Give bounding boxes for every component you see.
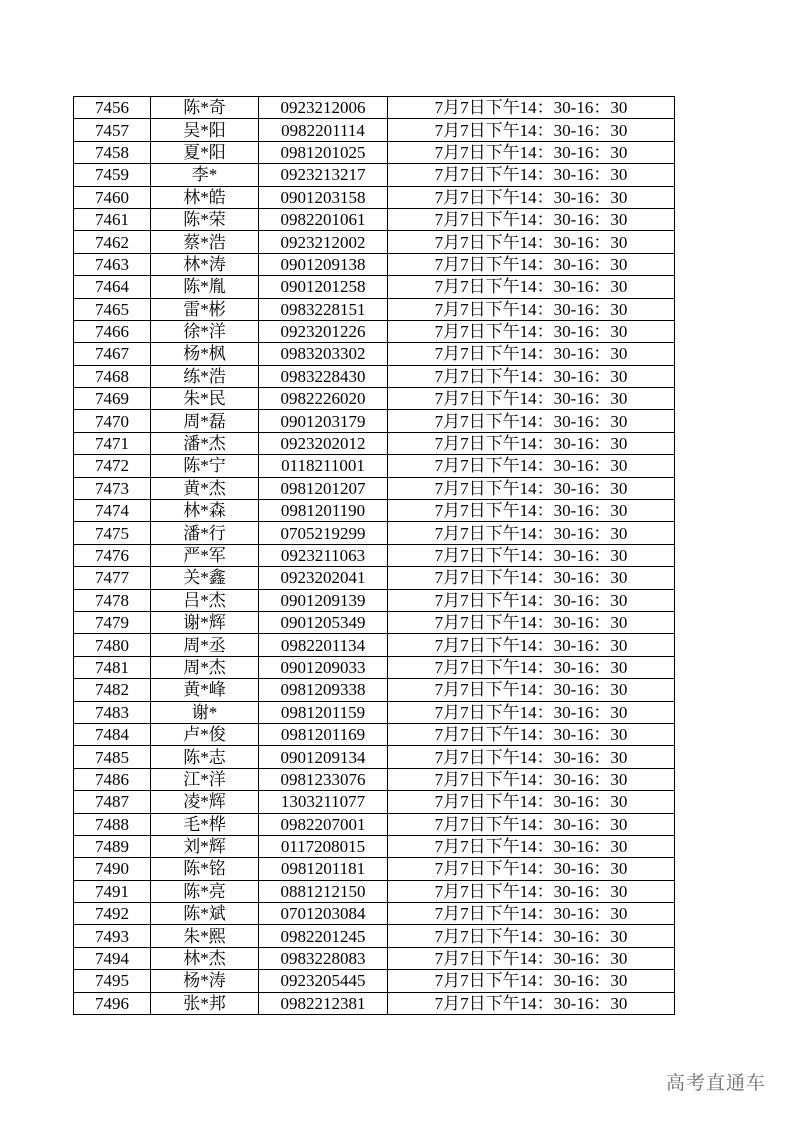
cell-seq-number: 7472 (74, 455, 151, 477)
cell-id-number: 0901209134 (259, 746, 388, 768)
cell-seq-number: 7486 (74, 768, 151, 790)
cell-seq-number: 7473 (74, 477, 151, 499)
table-row (74, 947, 675, 969)
cell-schedule-time: 7月7日下午14：30-16：30 (388, 97, 675, 119)
table-row (74, 746, 675, 768)
cell-id-number: 0982201245 (259, 925, 388, 947)
cell-seq-number: 7474 (74, 500, 151, 522)
cell-seq-number: 7463 (74, 253, 151, 275)
cell-seq-number: 7470 (74, 410, 151, 432)
cell-id-number: 0923213217 (259, 164, 388, 186)
cell-schedule-time: 7月7日下午14：30-16：30 (388, 611, 675, 633)
cell-schedule-time: 7月7日下午14：30-16：30 (388, 141, 675, 163)
cell-id-number: 0923202012 (259, 432, 388, 454)
cell-schedule-time: 7月7日下午14：30-16：30 (388, 947, 675, 969)
cell-schedule-time: 7月7日下午14：30-16：30 (388, 701, 675, 723)
cell-id-number: 0983228151 (259, 298, 388, 320)
cell-schedule-time: 7月7日下午14：30-16：30 (388, 365, 675, 387)
table-row (74, 858, 675, 880)
cell-name: 周*杰 (151, 656, 259, 678)
cell-seq-number: 7487 (74, 791, 151, 813)
table-row (74, 455, 675, 477)
cell-seq-number: 7465 (74, 298, 151, 320)
cell-schedule-time: 7月7日下午14：30-16：30 (388, 925, 675, 947)
cell-name: 蔡*浩 (151, 231, 259, 253)
cell-name: 周*磊 (151, 410, 259, 432)
cell-id-number: 0901203179 (259, 410, 388, 432)
table-row (74, 768, 675, 790)
table-row (74, 477, 675, 499)
cell-seq-number: 7478 (74, 589, 151, 611)
cell-name: 林*皓 (151, 186, 259, 208)
cell-seq-number: 7481 (74, 656, 151, 678)
cell-seq-number: 7464 (74, 276, 151, 298)
cell-seq-number: 7494 (74, 947, 151, 969)
cell-id-number: 0705219299 (259, 522, 388, 544)
cell-schedule-time: 7月7日下午14：30-16：30 (388, 119, 675, 141)
cell-name: 林*森 (151, 500, 259, 522)
cell-seq-number: 7480 (74, 634, 151, 656)
cell-id-number: 0923201226 (259, 320, 388, 342)
cell-name: 黄*峰 (151, 679, 259, 701)
cell-schedule-time: 7月7日下午14：30-16：30 (388, 992, 675, 1014)
table-row (74, 164, 675, 186)
cell-name: 潘*杰 (151, 432, 259, 454)
cell-schedule-time: 7月7日下午14：30-16：30 (388, 186, 675, 208)
cell-name: 凌*辉 (151, 791, 259, 813)
table-row (74, 970, 675, 992)
cell-schedule-time: 7月7日下午14：30-16：30 (388, 276, 675, 298)
cell-id-number: 0981233076 (259, 768, 388, 790)
cell-id-number: 0923205445 (259, 970, 388, 992)
cell-name: 吕*杰 (151, 589, 259, 611)
cell-seq-number: 7483 (74, 701, 151, 723)
cell-seq-number: 7477 (74, 567, 151, 589)
cell-seq-number: 7475 (74, 522, 151, 544)
cell-seq-number: 7469 (74, 388, 151, 410)
cell-name: 黄*杰 (151, 477, 259, 499)
cell-name: 雷*彬 (151, 298, 259, 320)
table-row (74, 276, 675, 298)
cell-id-number: 0923211063 (259, 544, 388, 566)
cell-id-number: 0983228083 (259, 947, 388, 969)
cell-id-number: 0981201181 (259, 858, 388, 880)
cell-name: 练*浩 (151, 365, 259, 387)
cell-id-number: 0983203302 (259, 343, 388, 365)
cell-schedule-time: 7月7日下午14：30-16：30 (388, 835, 675, 857)
cell-id-number: 0901209138 (259, 253, 388, 275)
cell-id-number: 0923202041 (259, 567, 388, 589)
cell-name: 吴*阳 (151, 119, 259, 141)
table-row (74, 522, 675, 544)
cell-id-number: 0981201159 (259, 701, 388, 723)
cell-schedule-time: 7月7日下午14：30-16：30 (388, 522, 675, 544)
cell-seq-number: 7460 (74, 186, 151, 208)
cell-schedule-time: 7月7日下午14：30-16：30 (388, 432, 675, 454)
cell-schedule-time: 7月7日下午14：30-16：30 (388, 208, 675, 230)
cell-seq-number: 7471 (74, 432, 151, 454)
cell-id-number: 0982212381 (259, 992, 388, 1014)
table-row (74, 903, 675, 925)
cell-id-number: 0981209338 (259, 679, 388, 701)
cell-schedule-time: 7月7日下午14：30-16：30 (388, 298, 675, 320)
cell-name: 卢*俊 (151, 723, 259, 745)
table-row (74, 679, 675, 701)
cell-id-number: 0981201169 (259, 723, 388, 745)
cell-schedule-time: 7月7日下午14：30-16：30 (388, 679, 675, 701)
cell-schedule-time: 7月7日下午14：30-16：30 (388, 410, 675, 432)
cell-name: 陈*斌 (151, 903, 259, 925)
cell-id-number: 0982207001 (259, 813, 388, 835)
cell-seq-number: 7490 (74, 858, 151, 880)
cell-name: 张*邦 (151, 992, 259, 1014)
cell-schedule-time: 7月7日下午14：30-16：30 (388, 500, 675, 522)
cell-schedule-time: 7月7日下午14：30-16：30 (388, 768, 675, 790)
table-row (74, 141, 675, 163)
cell-seq-number: 7468 (74, 365, 151, 387)
cell-schedule-time: 7月7日下午14：30-16：30 (388, 634, 675, 656)
cell-name: 林*涛 (151, 253, 259, 275)
cell-name: 潘*行 (151, 522, 259, 544)
table-row (74, 567, 675, 589)
cell-schedule-time: 7月7日下午14：30-16：30 (388, 253, 675, 275)
cell-name: 林*杰 (151, 947, 259, 969)
cell-seq-number: 7476 (74, 544, 151, 566)
cell-name: 严*军 (151, 544, 259, 566)
table-row (74, 835, 675, 857)
cell-seq-number: 7461 (74, 208, 151, 230)
table-row (74, 701, 675, 723)
table-row (74, 365, 675, 387)
cell-name: 李* (151, 164, 259, 186)
table-row (74, 813, 675, 835)
cell-schedule-time: 7月7日下午14：30-16：30 (388, 746, 675, 768)
cell-id-number: 0923212006 (259, 97, 388, 119)
cell-id-number: 0982226020 (259, 388, 388, 410)
roster-table (73, 96, 675, 1015)
table-row (74, 298, 675, 320)
cell-schedule-time: 7月7日下午14：30-16：30 (388, 656, 675, 678)
cell-seq-number: 7456 (74, 97, 151, 119)
table-row (74, 410, 675, 432)
cell-name: 夏*阳 (151, 141, 259, 163)
cell-seq-number: 7485 (74, 746, 151, 768)
cell-seq-number: 7459 (74, 164, 151, 186)
cell-schedule-time: 7月7日下午14：30-16：30 (388, 880, 675, 902)
cell-id-number: 0981201025 (259, 141, 388, 163)
cell-schedule-time: 7月7日下午14：30-16：30 (388, 903, 675, 925)
cell-seq-number: 7493 (74, 925, 151, 947)
cell-seq-number: 7482 (74, 679, 151, 701)
table-row (74, 343, 675, 365)
cell-seq-number: 7479 (74, 611, 151, 633)
cell-name: 杨*枫 (151, 343, 259, 365)
cell-schedule-time: 7月7日下午14：30-16：30 (388, 813, 675, 835)
table-row (74, 253, 675, 275)
cell-seq-number: 7457 (74, 119, 151, 141)
cell-name: 谢* (151, 701, 259, 723)
cell-name: 陈*荣 (151, 208, 259, 230)
cell-name: 关*鑫 (151, 567, 259, 589)
cell-name: 陈*铭 (151, 858, 259, 880)
cell-seq-number: 7496 (74, 992, 151, 1014)
table-row (74, 634, 675, 656)
cell-seq-number: 7466 (74, 320, 151, 342)
cell-seq-number: 7492 (74, 903, 151, 925)
cell-name: 朱*熙 (151, 925, 259, 947)
cell-schedule-time: 7月7日下午14：30-16：30 (388, 343, 675, 365)
cell-id-number: 1303211077 (259, 791, 388, 813)
cell-name: 陈*宁 (151, 455, 259, 477)
watermark-text: 高考直通车 (665, 1072, 766, 1094)
cell-id-number: 0901205349 (259, 611, 388, 633)
cell-name: 陈*志 (151, 746, 259, 768)
cell-id-number: 0701203084 (259, 903, 388, 925)
cell-id-number: 0901201258 (259, 276, 388, 298)
cell-schedule-time: 7月7日下午14：30-16：30 (388, 858, 675, 880)
table-row (74, 791, 675, 813)
cell-id-number: 0118211001 (259, 455, 388, 477)
cell-name: 陈*亮 (151, 880, 259, 902)
cell-name: 毛*桦 (151, 813, 259, 835)
cell-id-number: 0901209033 (259, 656, 388, 678)
table-row (74, 208, 675, 230)
cell-seq-number: 7484 (74, 723, 151, 745)
cell-schedule-time: 7月7日下午14：30-16：30 (388, 791, 675, 813)
cell-id-number: 0901209139 (259, 589, 388, 611)
cell-id-number: 0982201114 (259, 119, 388, 141)
cell-id-number: 0881212150 (259, 880, 388, 902)
cell-schedule-time: 7月7日下午14：30-16：30 (388, 589, 675, 611)
table-row (74, 320, 675, 342)
cell-seq-number: 7488 (74, 813, 151, 835)
cell-schedule-time: 7月7日下午14：30-16：30 (388, 970, 675, 992)
cell-seq-number: 7495 (74, 970, 151, 992)
cell-schedule-time: 7月7日下午14：30-16：30 (388, 455, 675, 477)
table-row (74, 723, 675, 745)
cell-seq-number: 7467 (74, 343, 151, 365)
cell-schedule-time: 7月7日下午14：30-16：30 (388, 723, 675, 745)
cell-name: 刘*辉 (151, 835, 259, 857)
cell-id-number: 0982201134 (259, 634, 388, 656)
cell-seq-number: 7491 (74, 880, 151, 902)
cell-name: 周*丞 (151, 634, 259, 656)
cell-name: 江*洋 (151, 768, 259, 790)
cell-schedule-time: 7月7日下午14：30-16：30 (388, 231, 675, 253)
table-row (74, 388, 675, 410)
table-row (74, 500, 675, 522)
cell-name: 陈*奇 (151, 97, 259, 119)
cell-id-number: 0983228430 (259, 365, 388, 387)
cell-seq-number: 7489 (74, 835, 151, 857)
cell-id-number: 0982201061 (259, 208, 388, 230)
table-row (74, 97, 675, 119)
table-row (74, 992, 675, 1014)
cell-seq-number: 7462 (74, 231, 151, 253)
table-row (74, 186, 675, 208)
cell-id-number: 0901203158 (259, 186, 388, 208)
table-row (74, 432, 675, 454)
cell-id-number: 0981201207 (259, 477, 388, 499)
table-row (74, 589, 675, 611)
cell-seq-number: 7458 (74, 141, 151, 163)
cell-schedule-time: 7月7日下午14：30-16：30 (388, 544, 675, 566)
table-row (74, 544, 675, 566)
cell-name: 谢*辉 (151, 611, 259, 633)
cell-schedule-time: 7月7日下午14：30-16：30 (388, 164, 675, 186)
cell-schedule-time: 7月7日下午14：30-16：30 (388, 477, 675, 499)
cell-name: 杨*涛 (151, 970, 259, 992)
cell-name: 徐*洋 (151, 320, 259, 342)
cell-schedule-time: 7月7日下午14：30-16：30 (388, 388, 675, 410)
table-row (74, 925, 675, 947)
table-row (74, 656, 675, 678)
table-row (74, 231, 675, 253)
cell-schedule-time: 7月7日下午14：30-16：30 (388, 320, 675, 342)
cell-id-number: 0117208015 (259, 835, 388, 857)
table-row (74, 880, 675, 902)
roster-table-body (74, 97, 675, 1015)
table-row (74, 611, 675, 633)
cell-name: 陈*胤 (151, 276, 259, 298)
cell-id-number: 0923212002 (259, 231, 388, 253)
cell-id-number: 0981201190 (259, 500, 388, 522)
table-row (74, 119, 675, 141)
cell-schedule-time: 7月7日下午14：30-16：30 (388, 567, 675, 589)
cell-name: 朱*民 (151, 388, 259, 410)
